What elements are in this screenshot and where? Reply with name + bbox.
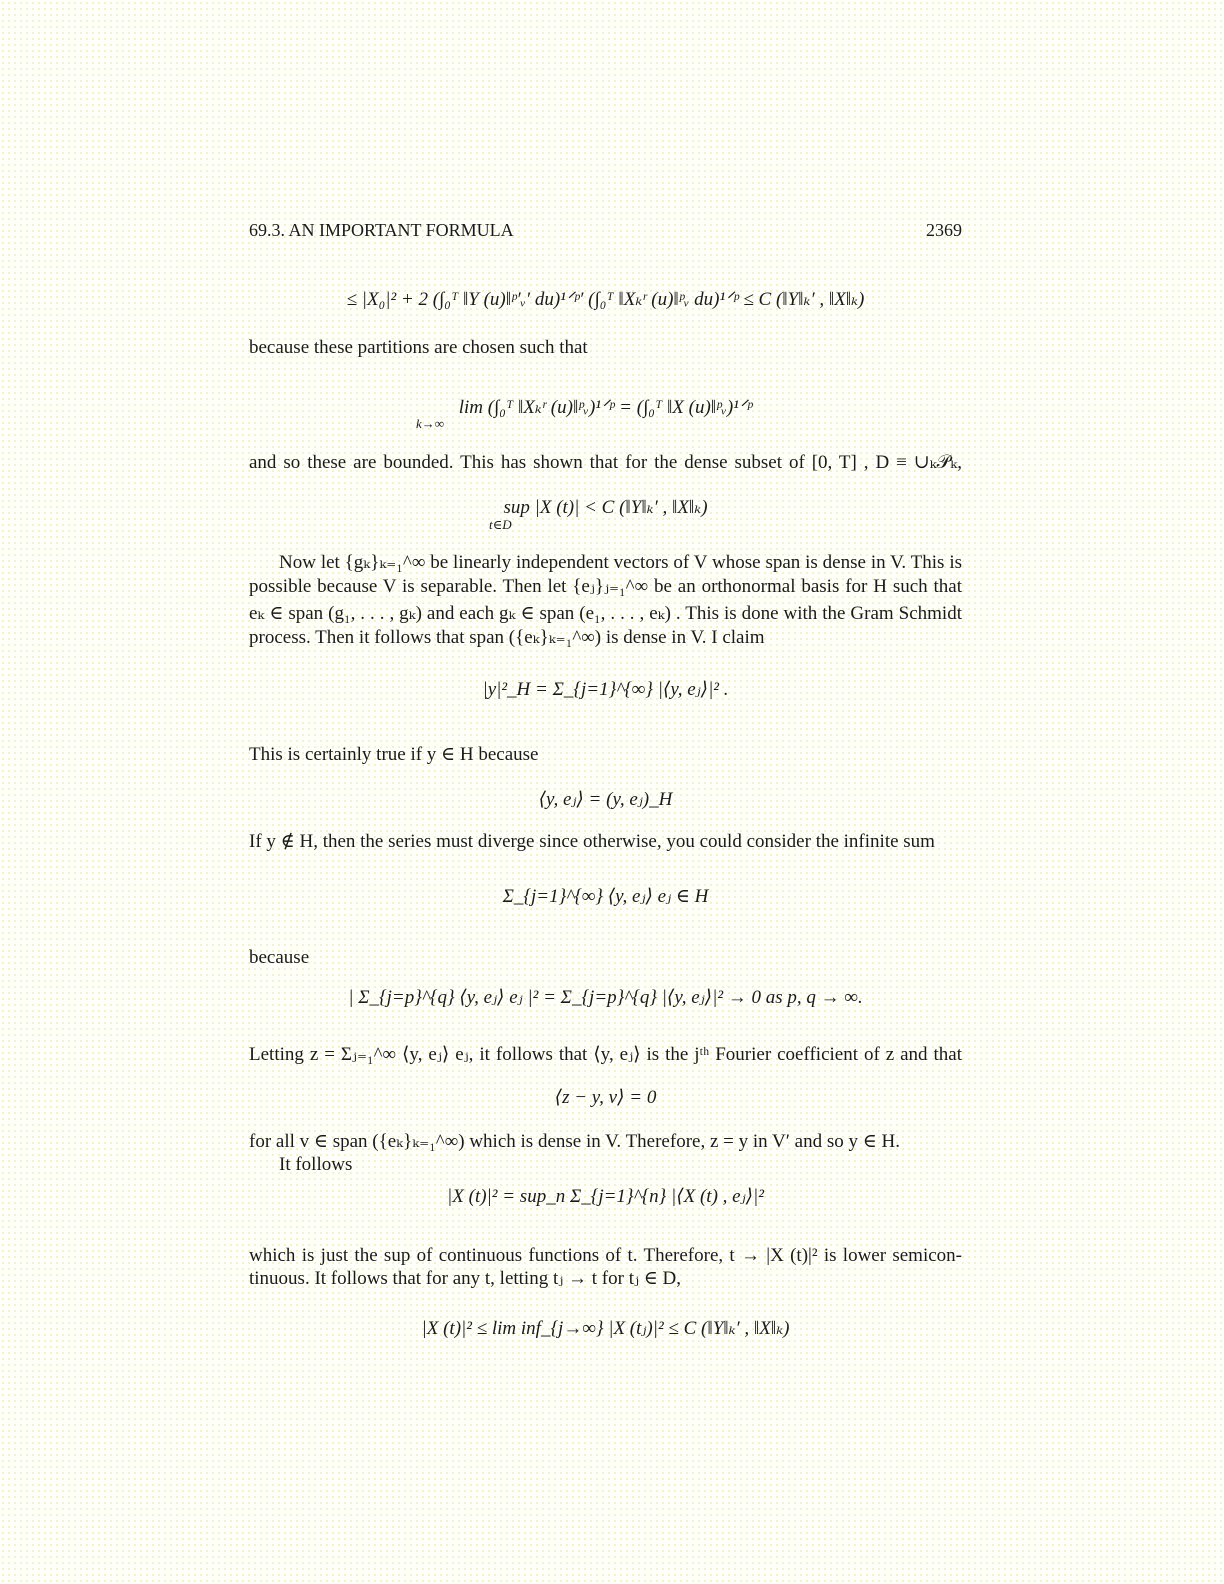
equation-9: |X (t)|² = sup_n Σ_{j=1}^{n} |⟨X (t) , eⱼ⟩|² <box>447 1186 764 1207</box>
text-line: because <box>249 947 310 968</box>
equation-3-subscript: t∈D <box>489 517 512 532</box>
equation-3: sup |X (t)| < C (‖Y‖ₖ′ , ‖X‖ₖ) <box>503 497 708 518</box>
equation-7: | Σ_{j=p}^{q} ⟨y, eⱼ⟩ eⱼ |² = Σ_{j=p}^{q} |⟨y, eⱼ⟩|² → 0 as p, q → ∞. <box>348 987 863 1008</box>
text-line: tinuous. It follows that for any t, letting tⱼ → t for tⱼ ∈ D, <box>249 1268 682 1289</box>
running-header: 69.3. AN IMPORTANT FORMULA <box>249 220 514 240</box>
paragraph-line: eₖ ∈ span (g₁, . . . , gₖ) and each gₖ ∈ span (e₁, . . . , eₖ) . This is done with the Gram Schmidt <box>249 603 962 624</box>
equation-6: Σ_{j=1}^{∞} ⟨y, eⱼ⟩ eⱼ ∈ H <box>502 886 709 907</box>
text-line: Letting z = Σⱼ₌₁^∞ ⟨y, eⱼ⟩ eⱼ, it follows that ⟨y, eⱼ⟩ is the jᵗʰ Fourier coefficient of z and that <box>249 1044 962 1065</box>
text-line: for all v ∈ span ({eₖ}ₖ₌₁^∞) which is dense in V. Therefore, z = y in V′ and so y ∈ H. <box>249 1131 901 1152</box>
equation-2-limit: k→∞ <box>416 416 445 431</box>
text-line: because these partitions are chosen such that <box>249 337 588 358</box>
text-line: It follows <box>279 1154 353 1175</box>
text-line: and so these are bounded. This has shown that for the dense subset of [0, T] , D ≡ ∪ₖ𝒫ₖ, <box>249 452 962 473</box>
text-line: If y ∉ H, then the series must diverge since otherwise, you could consider the infinite sum <box>249 831 935 852</box>
paragraph-line: process. Then it follows that span ({eₖ}ₖ₌₁^∞) is dense in V. I claim <box>249 627 765 648</box>
paragraph-line: possible because V is separable. Then let {eⱼ}ⱼ₌₁^∞ be an orthonormal basis for H such that <box>249 576 962 597</box>
paragraph-line: Now let {gₖ}ₖ₌₁^∞ be linearly independent vectors of V whose span is dense in V. This is <box>279 552 962 573</box>
equation-5: ⟨y, eⱼ⟩ = (y, eⱼ)_H <box>538 789 673 810</box>
text-line: which is just the sup of continuous functions of t. Therefore, t → |X (t)|² is lower semicon- <box>249 1245 962 1266</box>
equation-1: ≤ |X₀|² + 2 (∫₀ᵀ ‖Y (u)‖ᵖ′ᵥ′ du)¹ᐟᵖ′ (∫₀ᵀ ‖Xₖʳ (u)‖ᵖᵥ du)¹ᐟᵖ ≤ C (‖Y‖ₖ′ , ‖X‖ₖ) <box>346 289 865 310</box>
equation-10: |X (t)|² ≤ lim inf_{j→∞} |X (tⱼ)|² ≤ C (‖Y‖ₖ′ , ‖X‖ₖ) <box>421 1318 790 1339</box>
equation-2: lim (∫₀ᵀ ‖Xₖʳ (u)‖ᵖᵥ)¹ᐟᵖ = (∫₀ᵀ ‖X (u)‖ᵖᵥ)¹ᐟᵖ <box>458 397 753 418</box>
equation-8: ⟨z − y, v⟩ = 0 <box>554 1087 657 1108</box>
page-number: 2369 <box>926 220 962 240</box>
text-line: This is certainly true if y ∈ H because <box>249 744 539 765</box>
equation-4: |y|²_H = Σ_{j=1}^{∞} |⟨y, eⱼ⟩|² . <box>482 679 729 700</box>
